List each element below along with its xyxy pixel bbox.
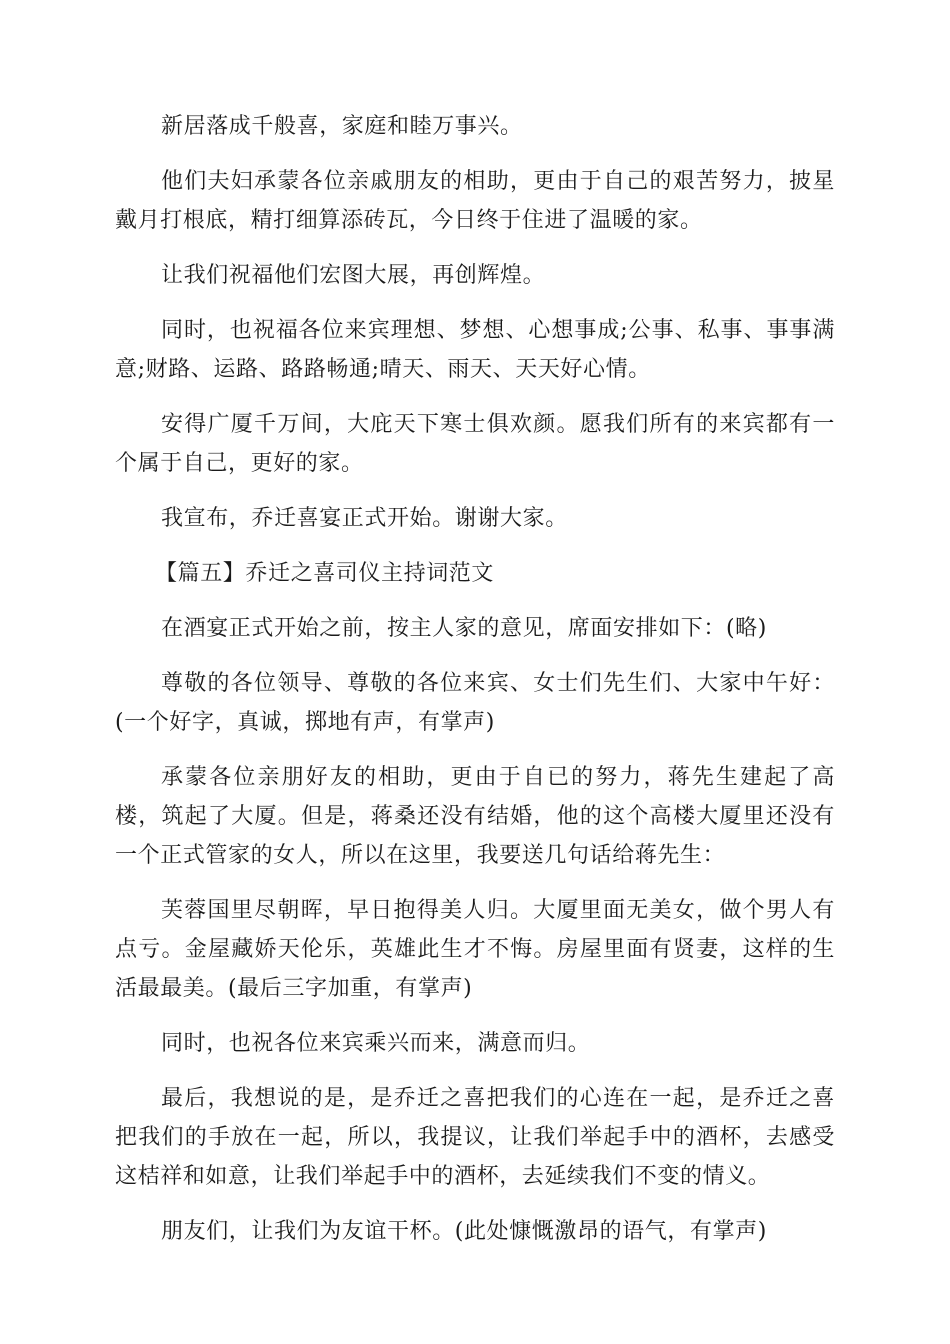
paragraph: 最后，我想说的是，是乔迁之喜把我们的心连在一起，是乔迁之喜把我们的手放在一起，所以，我提议，让我们举起手中的酒杯，去感受这桔祥和如意，让我们举起手中的酒杯，去延续我们不变的情义。 <box>115 1086 835 1189</box>
section-heading: 【篇五】乔迁之喜司仪主持词范文 <box>155 561 495 586</box>
paragraph: 他们夫妇承蒙各位亲戚朋友的相助，更由于自己的艰苦努力，披星戴月打根底，精打细算添砖瓦，今日终于住进了温暖的家。 <box>115 169 835 233</box>
paragraph: 新居落成千般喜，家庭和睦万事兴。 <box>161 114 523 139</box>
paragraph: 让我们祝福他们宏图大展，再创辉煌。 <box>161 263 546 288</box>
paragraph: 芙蓉国里尽朝晖，早日抱得美人归。大厦里面无美女，做个男人有点亏。金屋藏娇天伦乐，英雄此生才不悔。房屋里面有贤妻，这样的生活最最美。(最后三字加重，有掌声) <box>115 898 835 1001</box>
paragraph: 朋友们，让我们为友谊干杯。(此处慷慨激昂的语气，有掌声) <box>161 1219 767 1244</box>
paragraph: 我宣布，乔迁喜宴正式开始。谢谢大家。 <box>161 506 568 531</box>
paragraph: 安得广厦千万间，大庇天下寒士俱欢颜。愿我们所有的来宾都有一个属于自己，更好的家。 <box>115 412 835 476</box>
paragraph: 同时，也祝各位来宾乘兴而来，满意而归。 <box>161 1031 591 1056</box>
document-body <box>115 107 835 1267</box>
paragraph: 承蒙各位亲朋好友的相助，更由于自已的努力，蒋先生建起了高楼，筑起了大厦。但是，蒋桑还没有结婚，他的这个高楼大厦里还没有一个正式管家的女人，所以在这里，我要送几句话给蒋先生： <box>115 765 835 868</box>
paragraph: 同时，也祝福各位来宾理想、梦想、心想事成;公事、私事、事事满意;财路、运路、路路畅通;晴天、雨天、天天好心情。 <box>115 318 835 382</box>
paragraph: 在酒宴正式开始之前，按主人家的意见，席面安排如下：(略) <box>161 616 767 641</box>
paragraph: 尊敬的各位领导、尊敬的各位来宾、女士们先生们、大家中午好：(一个好字，真诚，掷地有声，有掌声) <box>115 671 835 735</box>
